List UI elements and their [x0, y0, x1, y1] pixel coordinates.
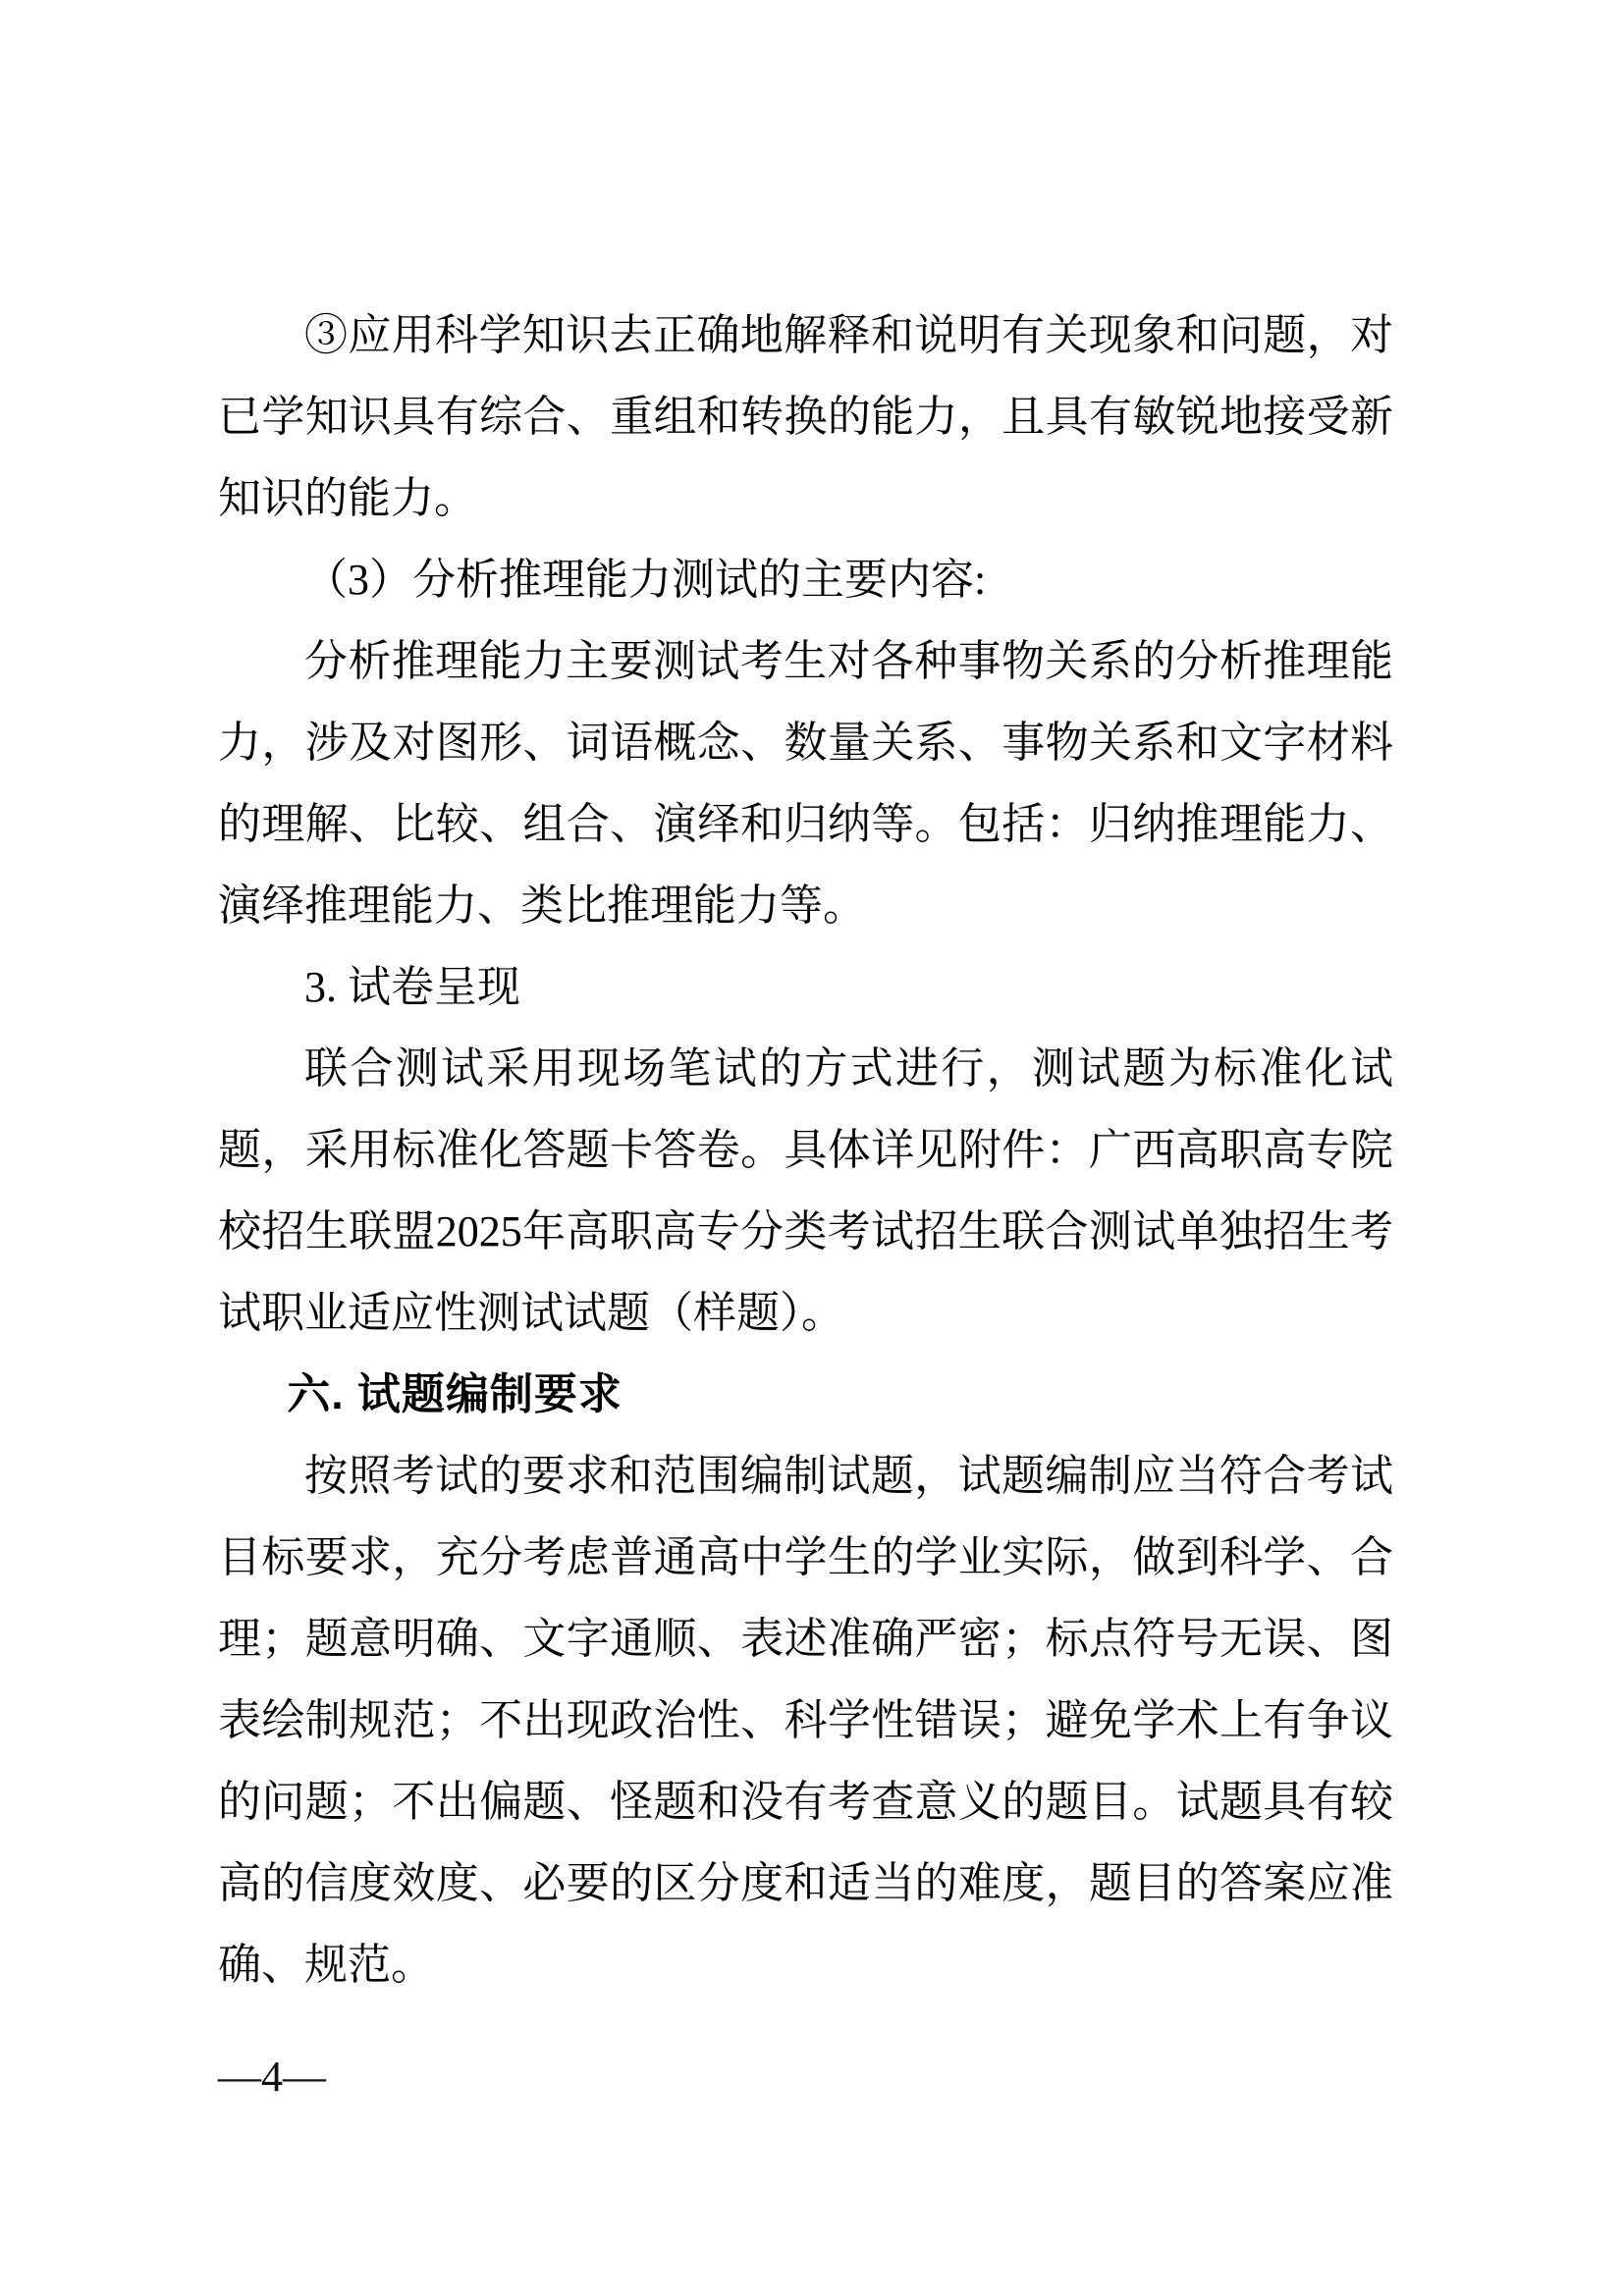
- paragraph: （3）分析推理能力测试的主要内容:: [304, 556, 987, 604]
- paragraph: 按照考试的要求和范围编制试题，试题编制应当符合考试目标要求，充分考虑普通高中学生的学业实际，做到科学、合理；题意明确、文字通顺、表述准确严密；标点符号无误、图表绘制规范；不出现政治性、科学性错误；避免学术上有争议的问题；不出偏题、怪题和没有考查意义的题目。试题具有较高的信度效度、必要的区分度和适当的难度，题目的答案应准确、规范。: [218, 1452, 1393, 1989]
- page-footer: [218, 2050, 611, 2105]
- paragraph: 3. 试卷呈现: [304, 963, 520, 1011]
- paragraph: 分析推理能力主要测试考生对各种事物关系的分析推理能力，涉及对图形、词语概念、数量关系、事物关系和文字材料的理解、比较、组合、演绎和归纳等。包括：归纳推理能力、演绎推理能力、类比推理能力等。: [218, 637, 1393, 930]
- paragraph: 联合测试采用现场笔试的方式进行，测试题为标准化试题，采用标准化答题卡答卷。具体详见附件：广西高职高专院校招生联盟2025年高职高专分类考试招生联合测试单独招生考试职业适应性测试试题（样题）。: [218, 1044, 1393, 1337]
- paragraph: ③应用科学知识去正确地解释和说明有关现象和问题，对已学知识具有综合、重组和转换的能力，且具有敏锐地接受新知识的能力。: [218, 311, 1393, 522]
- page-number: —4—: [218, 2053, 326, 2101]
- document-body: [218, 294, 1393, 2005]
- section-heading: 六. 试题编制要求: [287, 1370, 623, 1418]
